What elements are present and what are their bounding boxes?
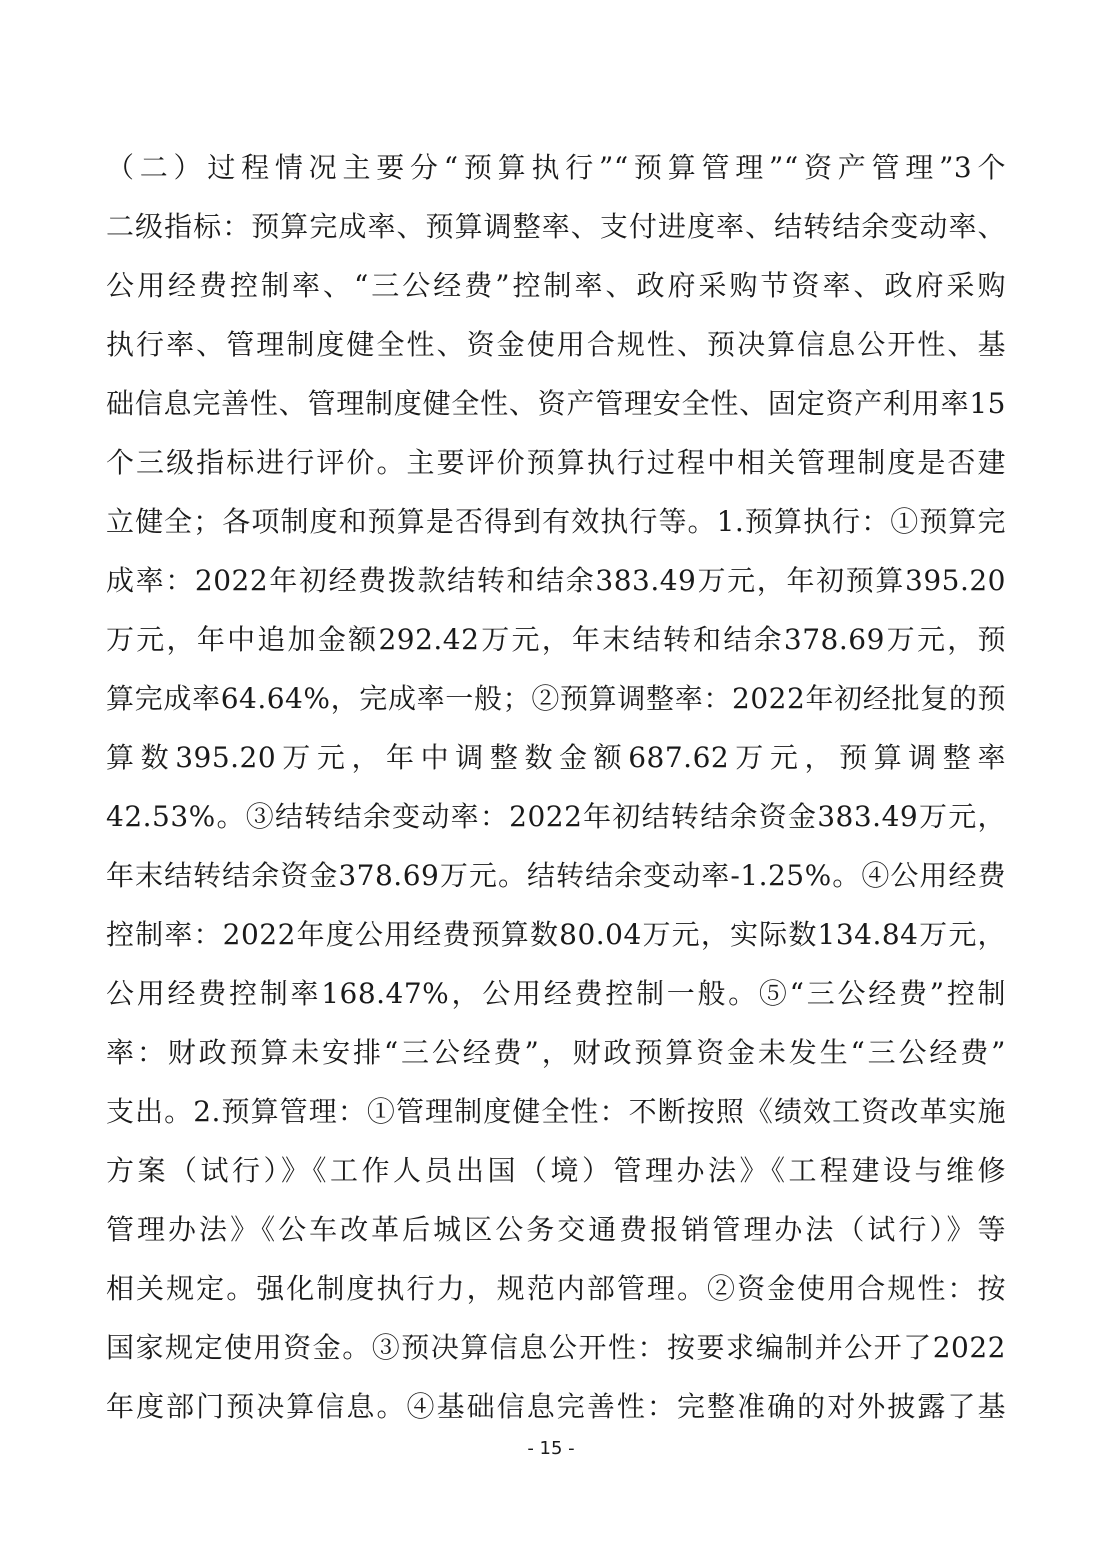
text-line-1: （二）过程情况主要分“预算执行”“预算管理”“资产管理”3个 bbox=[106, 151, 1006, 184]
text-line-14: 控制率：2022年度公用经费预算数80.04万元，实际数134.84万元， bbox=[106, 918, 1006, 951]
page-number: - 15 - bbox=[527, 1438, 575, 1459]
text-line-18: 方案（试行）》《工作人员出国（境）管理办法》《工程建设与维修 bbox=[106, 1154, 1006, 1187]
text-line-22: 年度部门预决算信息。④基础信息完善性：完整准确的对外披露了基 bbox=[106, 1390, 1006, 1423]
text-line-15: 公用经费控制率168.47%，公用经费控制一般。⑤“三公经费”控制 bbox=[106, 977, 1006, 1010]
text-line-5: 础信息完善性、管理制度健全性、资产管理安全性、固定资产利用率15 bbox=[106, 387, 1006, 420]
text-line-6: 个三级指标进行评价。主要评价预算执行过程中相关管理制度是否建 bbox=[106, 446, 1006, 479]
text-line-16: 率：财政预算未安排“三公经费”，财政预算资金未发生“三公经费” bbox=[106, 1036, 1006, 1069]
text-line-4: 执行率、管理制度健全性、资金使用合规性、预决算信息公开性、基 bbox=[106, 328, 1006, 361]
body-text bbox=[106, 138, 1006, 1436]
text-line-10: 算完成率64.64%，完成率一般；②预算调整率：2022年初经批复的预 bbox=[106, 682, 1006, 715]
text-line-3: 公用经费控制率、“三公经费”控制率、政府采购节资率、政府采购 bbox=[106, 269, 1006, 302]
text-line-2: 二级指标：预算完成率、预算调整率、支付进度率、结转结余变动率、 bbox=[106, 210, 1006, 243]
text-line-21: 国家规定使用资金。③预决算信息公开性：按要求编制并公开了2022 bbox=[106, 1331, 1006, 1364]
text-line-9: 万元，年中追加金额292.42万元，年末结转和结余378.69万元，预 bbox=[106, 623, 1006, 656]
text-line-12: 42.53%。③结转结余变动率：2022年初结转结余资金383.49万元， bbox=[106, 800, 1006, 833]
text-line-13: 年末结转结余资金378.69万元。结转结余变动率-1.25%。④公用经费 bbox=[106, 859, 1006, 892]
text-line-17: 支出。2.预算管理：①管理制度健全性：不断按照《绩效工资改革实施 bbox=[106, 1095, 1006, 1128]
text-line-8: 成率：2022年初经费拨款结转和结余383.49万元，年初预算395.20 bbox=[106, 564, 1006, 597]
text-line-7: 立健全；各项制度和预算是否得到有效执行等。1.预算执行：①预算完 bbox=[106, 505, 1006, 538]
text-line-19: 管理办法》《公车改革后城区公务交通费报销管理办法（试行）》等 bbox=[106, 1213, 1006, 1246]
text-line-20: 相关规定。强化制度执行力，规范内部管理。②资金使用合规性：按 bbox=[106, 1272, 1006, 1305]
text-line-11: 算数395.20万元，年中调整数金额687.62万元，预算调整率 bbox=[106, 741, 1006, 774]
